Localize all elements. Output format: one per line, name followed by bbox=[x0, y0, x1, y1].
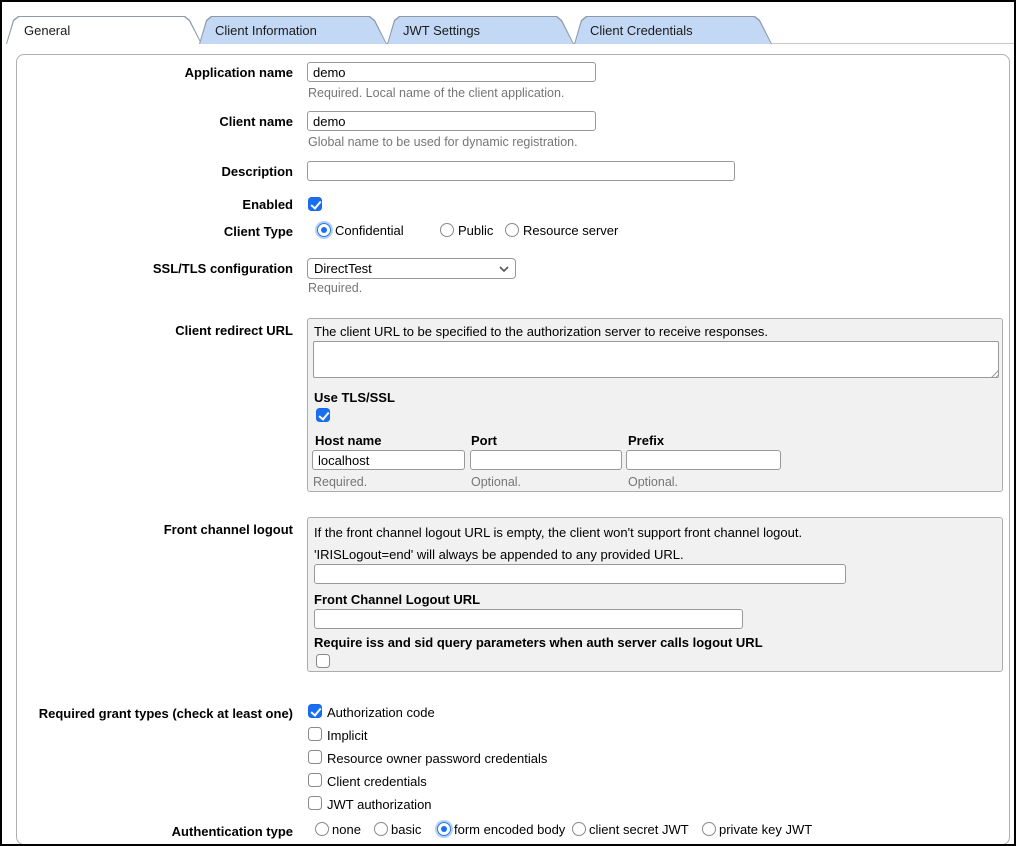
tab-client-information[interactable] bbox=[199, 16, 387, 44]
enabled-label: Enabled bbox=[242, 197, 293, 212]
host-name-label: Host name bbox=[315, 433, 382, 448]
tab-client-credentials[interactable] bbox=[574, 16, 772, 44]
auth-type-radio-form-encoded-body[interactable] bbox=[437, 822, 451, 836]
grant-jwt-authorization-checkbox[interactable] bbox=[308, 796, 322, 810]
prefix-input[interactable] bbox=[626, 450, 781, 470]
tab-jwt-settings[interactable] bbox=[387, 16, 574, 44]
front-channel-logout-panel bbox=[307, 517, 1003, 672]
client-type-option-label: Public bbox=[458, 223, 494, 238]
ssl-config-label: SSL/TLS configuration bbox=[152, 261, 293, 276]
client-type-label: Client Type bbox=[223, 224, 293, 239]
enabled-checkbox[interactable] bbox=[308, 197, 322, 211]
grant-item-label: Implicit bbox=[327, 728, 368, 743]
grant-client-credentials-checkbox[interactable] bbox=[308, 773, 322, 787]
client-type-radio-public[interactable] bbox=[440, 223, 454, 237]
port-hint: Optional. bbox=[471, 475, 522, 489]
client-name-hint: Global name to be used for dynamic registration. bbox=[308, 135, 578, 149]
client-name-input[interactable] bbox=[307, 111, 596, 131]
client-redirect-url-textarea[interactable] bbox=[313, 341, 999, 378]
tab-client-information-label: Client Information bbox=[215, 23, 317, 38]
auth-type-option-label: basic bbox=[391, 822, 422, 837]
use-tls-label: Use TLS/SSL bbox=[314, 390, 395, 405]
tab-client-credentials-label: Client Credentials bbox=[590, 23, 693, 38]
auth-type-option-label: client secret JWT bbox=[589, 822, 689, 837]
description-label: Description bbox=[221, 164, 293, 179]
front-channel-logout-url-input[interactable] bbox=[314, 564, 846, 584]
application-name-input[interactable] bbox=[307, 62, 596, 82]
grant-authorization-code-checkbox[interactable] bbox=[308, 704, 322, 718]
front-channel-logout-url-label: Front Channel Logout URL bbox=[314, 592, 481, 607]
prefix-hint: Optional. bbox=[628, 475, 679, 489]
client-redirect-url-panel bbox=[307, 318, 1003, 492]
port-label: Port bbox=[471, 433, 497, 448]
client-redirect-url-label: Client redirect URL bbox=[175, 323, 293, 338]
grant-item-label: Client credentials bbox=[327, 774, 427, 789]
grant-resource-owner-checkbox[interactable] bbox=[308, 750, 322, 764]
grant-item-label: Authorization code bbox=[327, 705, 435, 720]
grant-item-label: Resource owner password credentials bbox=[327, 751, 548, 766]
ssl-config-hint: Required. bbox=[308, 281, 363, 295]
grant-item-label: JWT authorization bbox=[327, 797, 432, 812]
use-tls-checkbox[interactable] bbox=[316, 408, 330, 422]
prefix-label: Prefix bbox=[628, 433, 665, 448]
client-name-label: Client name bbox=[219, 114, 293, 129]
front-channel-logout-line2: 'IRISLogout=end' will always be appended to any provided URL. bbox=[314, 547, 684, 562]
tab-general-label: General bbox=[24, 23, 71, 38]
client-redirect-url-intro: The client URL to be specified to the authorization server to receive responses. bbox=[314, 324, 769, 339]
auth-type-radio-basic[interactable] bbox=[374, 822, 388, 836]
tab-general[interactable] bbox=[6, 16, 202, 44]
application-name-hint: Required. Local name of the client application. bbox=[308, 86, 565, 100]
client-type-radio-confidential[interactable] bbox=[317, 223, 331, 237]
front-channel-logout-line1: If the front channel logout URL is empty, the client won't support front channel logout. bbox=[314, 525, 803, 540]
auth-type-radio-client-secret-jwt[interactable] bbox=[572, 822, 586, 836]
tab-jwt-settings-label: JWT Settings bbox=[403, 23, 481, 38]
front-channel-logout-label: Front channel logout bbox=[163, 522, 293, 537]
ssl-config-select[interactable] bbox=[307, 258, 516, 279]
require-iss-sid-checkbox[interactable] bbox=[316, 654, 330, 668]
port-input[interactable] bbox=[470, 450, 622, 470]
require-iss-sid-label: Require iss and sid query parameters when auth server calls logout URL bbox=[314, 635, 763, 650]
ssl-config-selected-value: DirectTest bbox=[314, 261, 372, 276]
chevron-down-icon bbox=[499, 265, 509, 273]
auth-type-radio-private-key-jwt[interactable] bbox=[702, 822, 716, 836]
client-type-option-label: Resource server bbox=[523, 223, 619, 238]
description-input[interactable] bbox=[307, 161, 735, 181]
application-name-label: Application name bbox=[184, 65, 293, 80]
auth-type-option-label: form encoded body bbox=[454, 822, 566, 837]
grant-types-label: Required grant types (check at least one) bbox=[38, 706, 293, 721]
auth-type-option-label: none bbox=[332, 822, 361, 837]
authentication-type-label: Authentication type bbox=[171, 824, 293, 839]
auth-type-option-label: private key JWT bbox=[719, 822, 813, 837]
host-name-hint: Required. bbox=[313, 475, 368, 489]
front-channel-logout-url-input2[interactable] bbox=[314, 609, 743, 629]
client-type-radio-resource-server[interactable] bbox=[505, 223, 519, 237]
grant-implicit-checkbox[interactable] bbox=[308, 727, 322, 741]
client-type-option-label: Confidential bbox=[335, 223, 404, 238]
auth-type-radio-none[interactable] bbox=[315, 822, 329, 836]
host-name-input[interactable] bbox=[312, 450, 465, 470]
